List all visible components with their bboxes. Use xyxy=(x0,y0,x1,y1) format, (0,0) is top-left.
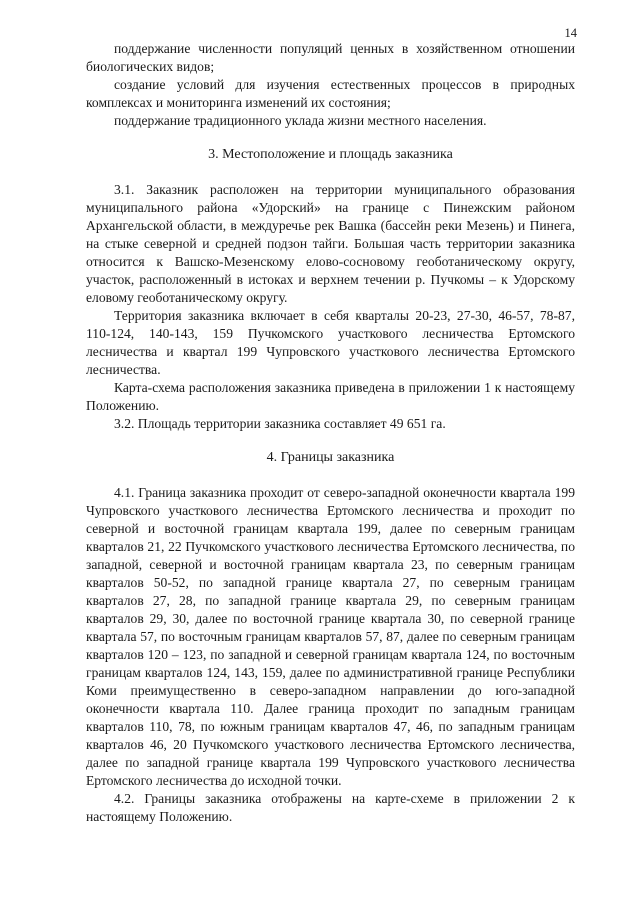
document-body xyxy=(86,40,575,826)
intro-item: поддержание численности популяций ценных в хозяйственном отношении биологических видов; xyxy=(86,41,575,74)
intro-item: поддержание традиционного уклада жизни местного населения. xyxy=(114,113,487,128)
section-4-heading: 4. Границы заказника xyxy=(266,450,395,465)
section-3-paragraph: Территория заказника включает в себя кварталы 20-23, 27-30, 46-57, 78-87, 110-124, 140-143, 159 Пучкомского участкового лесничества Ертомского лесничества и квартал 199 Чупровского участкового лесничества Ертомского лесничества. xyxy=(86,308,575,377)
section-4-paragraph: 4.2. Границы заказника отображены на карте-схеме в приложении 2 к настоящему Положению. xyxy=(86,791,575,824)
section-3-paragraph: 3.1. Заказник расположен на территории муниципального образования муниципального района «Удорский» на границе с Пинежским районом Архангельской области, в междуречье рек Вашка (бассейн реки Мезень) и Пинега, на стыке северной и средней подзон тайги. Большая часть территории заказника относится к Вашско-Мезенскому елово-сосновому геоботаническому округу, участок, расположенный в истоках и верхнем течении р. Пучкомы – к Удорскому еловому геоботаническому округу. xyxy=(86,182,575,305)
page-number: 14 xyxy=(564,26,577,40)
section-3-paragraph: 3.2. Площадь территории заказника составляет 49 651 га. xyxy=(114,416,446,431)
intro-item: создание условий для изучения естественных процессов в природных комплексах и мониторинга изменений их состояния; xyxy=(86,77,575,110)
section-4-paragraph: 4.1. Граница заказника проходит от северо-западной оконечности квартала 199 Чупровского участкового лесничества Ертомского лесничества и проходит по северной и восточной границам квартала 199, далее по северным границам кварталов 21, 22 Пучкомского участкового лесничества Ертомского лесничества, по западной, северной и восточной границам квартала 23, по северным границам кварталов 50-52, по западной границе квартала 27, по северным границам кварталов 27, 28, по западной границе квартала 29, по северным границам кварталов 29, 30, далее по восточной границе квартала 30, по северной границе квартала 57, по восточным границам кварталов 57, 87, далее по северным границам кварталов 120 – 123, по западной и северной границам квартала 124, по восточным границам кварталов 124, 143, 159, далее по административной границе Республики Коми преимущественно в северо-западном направлении до юго-западной оконечности квартала 110. Далее граница проходит по западным границам кварталов 110, 78, по южным границам кварталов 47, 46, по западным границам кварталов 46, 20 Пучкомского участкового лесничества Ертомского лесничества, далее по западной границе квартала 199 Чупровского участкового лесничества Ертомского лесничества до исходной точки. xyxy=(86,485,575,788)
section-3-heading: 3. Местоположение и площадь заказника xyxy=(208,147,453,162)
section-3-paragraph: Карта-схема расположения заказника приведена в приложении 1 к настоящему Положению. xyxy=(86,380,575,413)
